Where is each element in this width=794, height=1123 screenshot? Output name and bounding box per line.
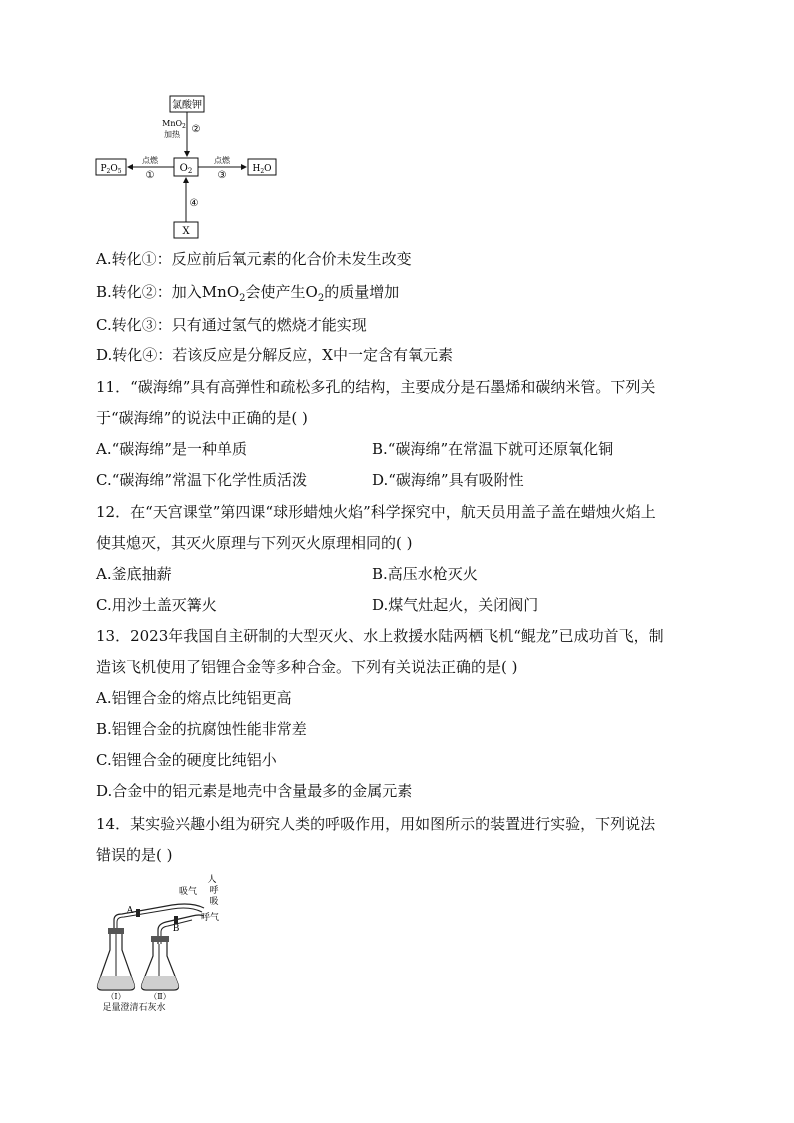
- q12-option-d: D.煤气灶起火，关闭阀门: [372, 596, 539, 614]
- stopper-2: [151, 936, 169, 942]
- q13-option-d: D.合金中的铝元素是地壳中含量最多的金属元素: [96, 782, 413, 800]
- q12-option-c: C.用沙土盖灭篝火: [96, 596, 217, 614]
- q14-stem-line1: 14．某实验兴趣小组为研究人类的呼吸作用，用如图所示的装置进行实验，下列说法: [96, 815, 656, 833]
- q11-option-a: A.“碳海绵”是一种单质: [96, 440, 247, 458]
- q10-option-d: D.转化④：若该反应是分解反应，X中一定含有氧元素: [96, 346, 453, 364]
- label-exhale: 呼气: [200, 913, 220, 923]
- label-ignite-right: 点燃: [214, 156, 230, 165]
- clip-b: [174, 916, 178, 924]
- stopper-1: [108, 928, 124, 934]
- reaction-diagram: [90, 92, 290, 242]
- q11-stem-line1: 11．“碳海绵”具有高弹性和疏松多孔的结构，主要成分是石墨烯和碳纳米管。下列关: [96, 378, 656, 396]
- label-human-3: 吸: [209, 897, 219, 907]
- label-ignite-left: 点燃: [142, 156, 158, 165]
- label-o2: $O_2$: [179, 163, 193, 175]
- q12-stem-line1: 12．在“天宫课堂”第四课“球形蜡烛火焰”科学探究中，航天员用盖子盖在蜡烛火焰上: [96, 503, 656, 521]
- q11-option-c: C.“碳海绵”常温下化学性质活泼: [96, 471, 308, 489]
- label-inhale: 吸气: [178, 887, 198, 897]
- q11-option-b: B.“碳海绵”在常温下就可还原氧化铜: [372, 440, 614, 458]
- q10-option-b: B.转化②：加入MnO$_2$会使产生$O_2$的质量增加: [96, 283, 400, 304]
- label-h2o: $H_2O$: [252, 164, 272, 175]
- label-mno2: MnO$_2$: [162, 119, 186, 130]
- flask-1-liquid: [98, 976, 135, 989]
- q12-stem-line2: 使其熄灭，其灭火原理与下列灭火原理相同的( ): [96, 534, 413, 552]
- num-4: ④: [189, 198, 199, 209]
- label-x: X: [182, 226, 190, 237]
- label-valve-a: A: [126, 906, 134, 916]
- respiration-apparatus-diagram: [92, 872, 232, 1012]
- label-flask-1: （Ⅰ）: [106, 992, 126, 1001]
- label-potassium-chlorate: 氯酸钾: [172, 100, 202, 111]
- label-heat: 加热: [164, 130, 180, 139]
- q10-option-a: A.转化①：反应前后氧元素的化合价未发生改变: [96, 250, 412, 268]
- label-human-2: 呼: [209, 886, 219, 896]
- label-limewater: 足量澄清石灰水: [102, 1003, 166, 1012]
- q11-option-d: D.“碳海绵”具有吸附性: [372, 471, 524, 489]
- q11-stem-line2: 于“碳海绵”的说法中正确的是( ): [96, 409, 308, 427]
- q13-option-a: A.铝锂合金的熔点比纯铝更高: [96, 689, 292, 707]
- q13-stem-line1: 13．2023年我国自主研制的大型灭火、水上救援水陆两栖飞机“鲲龙”已成功首飞，制: [96, 627, 664, 645]
- num-1: ①: [145, 170, 155, 181]
- q10-option-c: C.转化③：只有通过氢气的燃烧才能实现: [96, 316, 367, 334]
- num-3: ③: [217, 170, 227, 181]
- q12-option-b: B.高压水枪灭火: [372, 565, 478, 583]
- q12-option-a: A.釜底抽薪: [96, 565, 172, 583]
- label-flask-2: （Ⅱ）: [149, 992, 171, 1001]
- label-p2o5: $P_2O_5$: [100, 164, 122, 175]
- q14-stem-line2: 错误的是( ): [96, 846, 173, 864]
- label-valve-b: B: [172, 924, 180, 934]
- q13-option-b: B.铝锂合金的抗腐蚀性能非常差: [96, 720, 307, 738]
- label-human-1: 人: [207, 875, 217, 885]
- num-2: ②: [191, 124, 201, 135]
- q13-stem-line2: 造该飞机使用了铝锂合金等多种合金。下列有关说法正确的是( ): [96, 658, 518, 676]
- q13-option-c: C.铝锂合金的硬度比纯铝小: [96, 751, 277, 769]
- flask-2-liquid: [142, 976, 179, 989]
- clip-a: [136, 909, 140, 917]
